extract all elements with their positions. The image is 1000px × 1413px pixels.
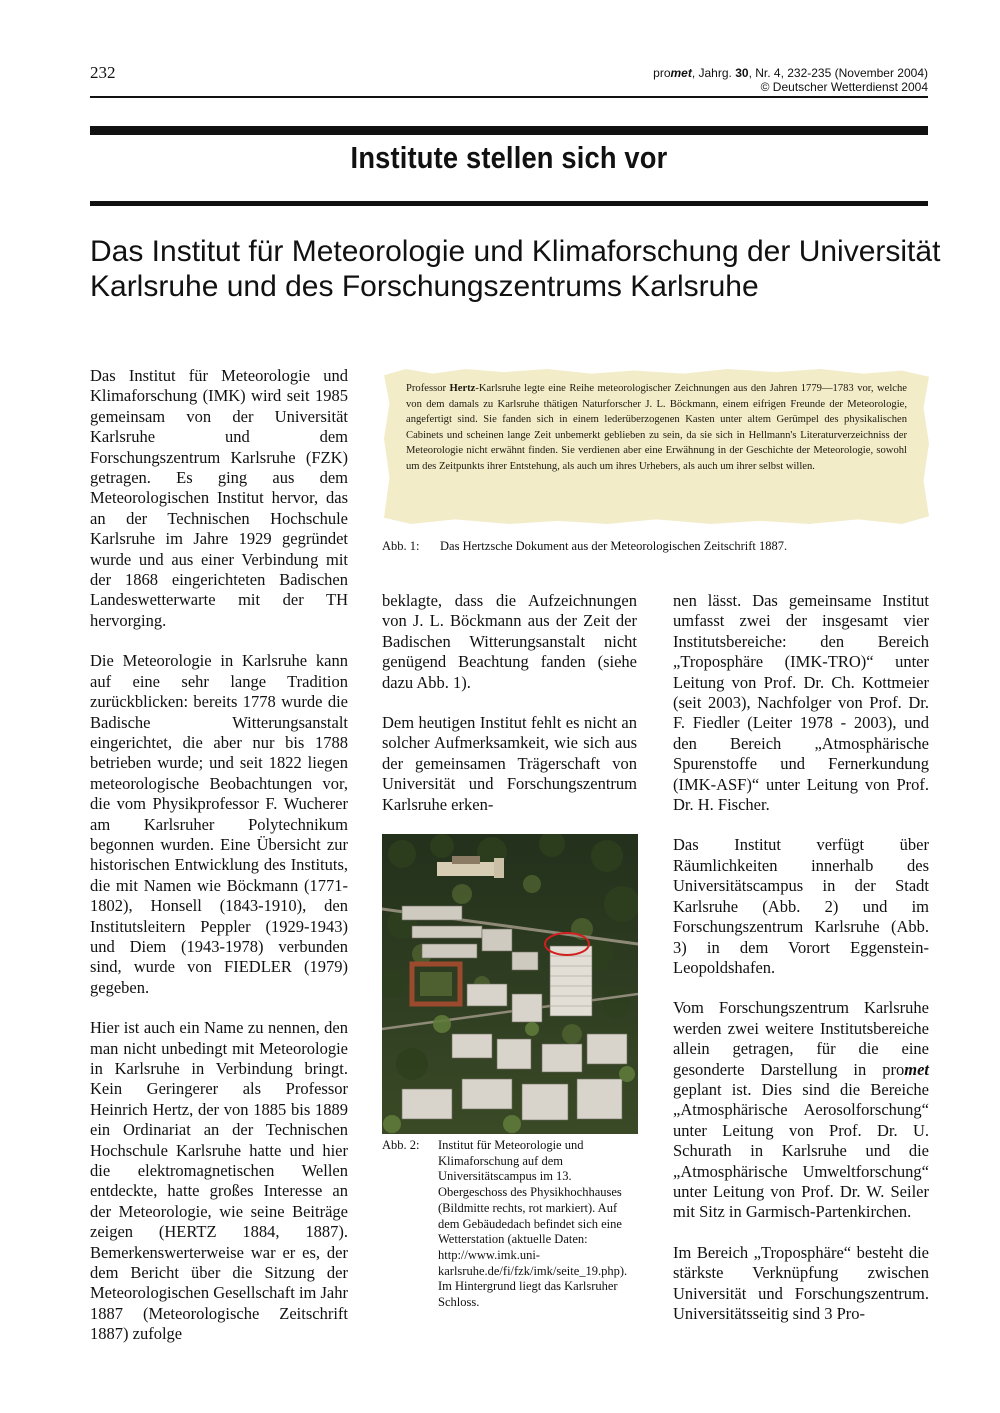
clipping-text-part: -Karlsruhe legte eine Reihe meteorologischer Zeichnungen aus den Jahren 1779—1783 vor, welche von dem damals zu Karlsruhe thätigen Naturforscher J. L. Böckmann, einem eifrigen Freunde der Meteorologie, angefertigt sind. Sie fanden sich in einem lederüberzogenen Kasten unter altem Gerümpel des physikalischen Cabinets und scheinen lange Zeit unbemerkt geblieben zu sein, da sie sich in Hellmann's Literaturverzeichniss der Meteorologie nicht erwähnt finden. Sie verdienen aber eine Erwähnung in der Geschichte der Meteorologie, sowohl um des Zeitpunkts ihrer Entstehung, als auch um ihres Urhebers, als auch um ihrer selbst willen.	[406, 383, 908, 472]
paragraph: Hier ist auch ein Name zu nennen, den man nicht unbedingt mit Meteorologie in Karlsruhe in Verbindung bringt. Kein Geringerer als Professor Heinrich Hertz, der von 1885 bis 1889 ein Ordinariat an der Technischen Hochschule Karlsruhe hatte und hier die elektromagnetischen Wellen entdeckte, hatte großes Interesse an der Meteorologie, wie seine Beiträge zeigen (HERTZ 1884, 1887). Bemerkenswerterweise war er es, der dem Bericht über die Sitzung der Meteorologischen Gesellschaft im Jahr 1887 (Meteorologische Zeitschrift 1887) zufolge	[90, 1018, 348, 1344]
figure-1-caption-text: Das Hertzsche Dokument aus der Meteorologischen Zeitschrift 1887.	[440, 539, 788, 553]
journal-volume: 30	[735, 66, 749, 80]
page-number: 232	[90, 63, 116, 82]
figure-2-aerial-photo	[382, 834, 638, 1134]
figure-2-label: Abb. 2:	[382, 1138, 420, 1152]
figure-1-caption	[382, 538, 942, 554]
journal-brand: met	[670, 66, 692, 80]
clipping-text	[406, 381, 907, 474]
paragraph: Das Institut verfügt über Räumlichkeiten innerhalb des Universitätscampus in der Stadt Karlsruhe (Abb. 2) und im Forschungszentrum Karlsruhe (Abb. 3) in dem Vorort Eggenstein-Leopoldshafen.	[673, 835, 929, 977]
text-column-2	[382, 591, 637, 835]
copyright-line: © Deutscher Wetterdienst 2004	[760, 80, 928, 94]
paragraph: Das Institut für Meteorologie und Klimaforschung (IMK) wird seit 1985 gemeinsam von der Universität Karlsruhe und dem Forschungszentrum Karlsruhe (FZK) getragen. Es ging aus dem Meteorologischen Institut hervor, das an der Technischen Hochschule Karlsruhe im Jahre 1929 gegründet wurde und aus einer Verbindung mit der 1868 eingerichteten Badischen Landeswetterwarte mit der TH hervorging.	[90, 366, 348, 630]
paragraph-part: geplant ist. Dies sind die Bereiche „Atmosphärische Aerosolforschung“ unter Leitung von Prof. Dr. U. Schurath in Karlsruhe und die „Atmosphärische Umweltforschung“ unter Leitung von Prof. Dr. W. Seiler mit Sitz in Garmisch-Partenkirchen.	[673, 1079, 929, 1222]
section-band-bottom	[90, 201, 928, 206]
text-column-1	[90, 366, 348, 1365]
journal-rest-1: , Jahrg.	[691, 66, 736, 80]
clipping-text-part: Professor	[406, 383, 450, 394]
header-rule	[90, 96, 928, 98]
clipping-name-hertz: Hertz	[449, 383, 476, 394]
paragraph: beklagte, dass die Aufzeichnungen von J. L. Böckmann aus der Zeit der Badischen Witterungsanstalt nicht genügend Beachtung fanden (siehe dazu Abb. 1).	[382, 591, 637, 692]
journal-brand: met	[904, 1059, 929, 1079]
paragraph-part: Vom Forschungszentrum Karlsruhe werden zwei weitere Institutsbereiche allein getragen, für die eine gesonderte Darstellung in pro	[673, 998, 929, 1079]
text-column-3	[673, 591, 929, 1344]
aerial-photo-image	[382, 834, 638, 1134]
figure-2-caption-text: Institut für Meteorologie und Klimaforschung auf dem Universitätscampus im 13. Obergeschoss des Physikhochhauses (Bildmitte rechts, rot markiert). Auf dem Gebäudedach befindet sich eine Wetterstation (aktuelle Daten: http://www.imk.uni-karlsruhe.de/fi/fzk/imk/seite_19.php). Im Hintergrund liegt das Karlsruher Schloss.	[438, 1138, 628, 1310]
section-title: Institute stellen sich vor	[350, 140, 668, 175]
article-title: Das Institut für Meteorologie und Klimaforschung der Universität Karlsruhe und des Forschungszentrums Karlsruhe	[90, 235, 941, 303]
paragraph: Im Bereich „Troposphäre“ besteht die stärkste Verknüpfung zwischen Universität und Forschungszentrum. Universitätsseitig sind 3 Pro-	[673, 1242, 929, 1323]
paragraph	[673, 998, 929, 1222]
paragraph: Die Meteorologie in Karlsruhe kann auf eine sehr lange Tradition zurückblicken: bereits 1778 wurde die Badische Witterungsanstalt eingerichtet, die aber nur bis 1788 betrieben wurde; und seit 1822 liegen meteorologische Beobachtungen vor, die vom Physikprofessor F. Wucherer am Karlsruher Polytechnikum begonnen wurden. Eine Übersicht zur historischen Entwicklung des Instituts, die mit Namen wie Böckmann (1771-1802), Honsell (1843-1910), den Institutsleitern Peppler (1929-1943) und Diem (1943-1978) verbunden sind, wurde von FIEDLER (1979) gegeben.	[90, 651, 348, 997]
figure-1-label: Abb. 1:	[382, 539, 420, 553]
figure-1-hertz-document	[384, 369, 929, 524]
journal-rest-2: , Nr. 4, 232-235 (November 2004)	[748, 66, 928, 80]
journal-citation	[653, 66, 928, 94]
paragraph: nen lässt. Das gemeinsame Institut umfasst zwei der insgesamt vier Institutsbereiche: den Bereich „Troposphäre (IMK-TRO)“ unter Leitung von Prof. Dr. Ch. Kottmeier (seit 2003), Nachfolger von Prof. Dr. F. Fiedler (Leiter 1978 - 2003), und den Bereich „Atmosphärische Spurenstoffe und Fernerkundung (IMK-ASF)“ unter Leitung von Prof. Dr. H. Fischer.	[673, 591, 929, 815]
section-band-top	[90, 126, 928, 135]
journal-prefix: pro	[653, 66, 671, 80]
journal-reference	[653, 66, 928, 80]
paragraph: Dem heutigen Institut fehlt es nicht an solcher Aufmerksamkeit, wie sich aus der gemeinsamen Trägerschaft von Universität und Forschungszentrum Karlsruhe erken-	[382, 713, 637, 814]
